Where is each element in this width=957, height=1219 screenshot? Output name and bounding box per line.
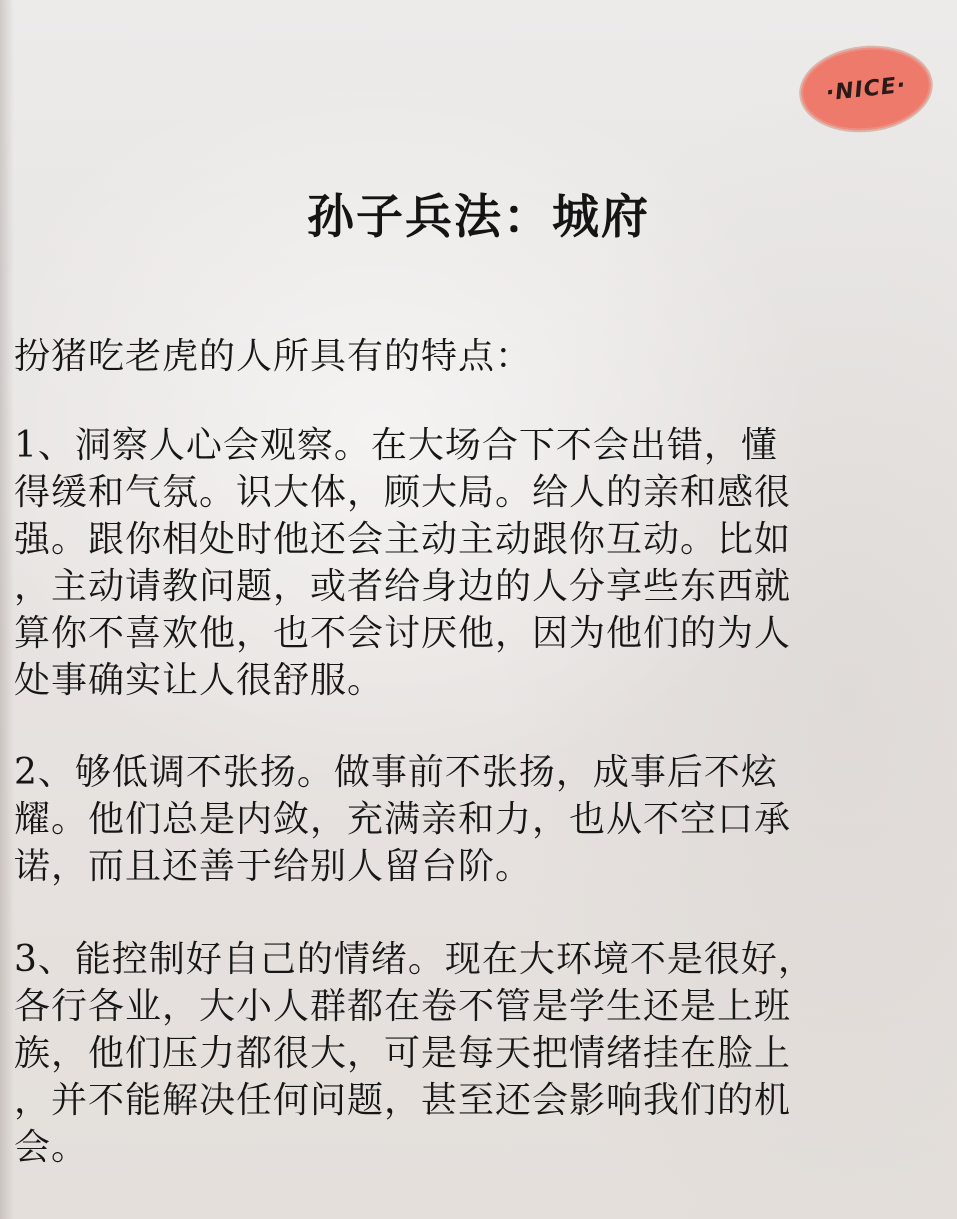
point-line: 2、够低调不张扬。做事前不张扬，成事后不炫 xyxy=(14,752,778,793)
point-line: 各行各业，大小人群都在卷不管是学生还是上班 xyxy=(14,986,792,1027)
point-2 xyxy=(14,749,944,890)
point-line: 3、能控制好自己的情绪。现在大环境不是很好， xyxy=(14,939,815,980)
point-line: ，并不能解决任何问题，甚至还会影响我们的机 xyxy=(14,1080,792,1121)
point-line: 1、洞察人心会观察。在大场合下不会出错，懂 xyxy=(14,425,778,466)
point-line: 强。跟你相处时他还会主动主动跟你互动。比如 xyxy=(14,519,792,560)
point-line: 诺，而且还善于给别人留台阶。 xyxy=(14,846,533,887)
point-line: 耀。他们总是内敛，充满亲和力，也从不空口承 xyxy=(14,799,792,840)
point-3 xyxy=(14,936,944,1171)
point-line: 算你不喜欢他，也不会讨厌他，因为他们的为人 xyxy=(14,613,792,654)
nice-stamp xyxy=(795,39,937,139)
point-line: 处事确实让人很舒服。 xyxy=(14,660,385,701)
point-line: 得缓和气氛。识大体，顾大局。给人的亲和感很 xyxy=(14,472,792,513)
page-edge-shadow xyxy=(0,0,14,1219)
point-line: 会。 xyxy=(14,1127,89,1168)
point-line: ，主动请教问题，或者给身边的人分享些东西就 xyxy=(14,566,792,607)
page-title: 孙子兵法：城府 xyxy=(307,190,650,245)
stamp-text: ·NICE· xyxy=(824,72,908,106)
point-1 xyxy=(14,422,944,704)
intro-text: 扮猪吃老虎的人所具有的特点： xyxy=(14,336,533,377)
point-line: 族，他们压力都很大，可是每天把情绪挂在脸上 xyxy=(14,1033,792,1074)
